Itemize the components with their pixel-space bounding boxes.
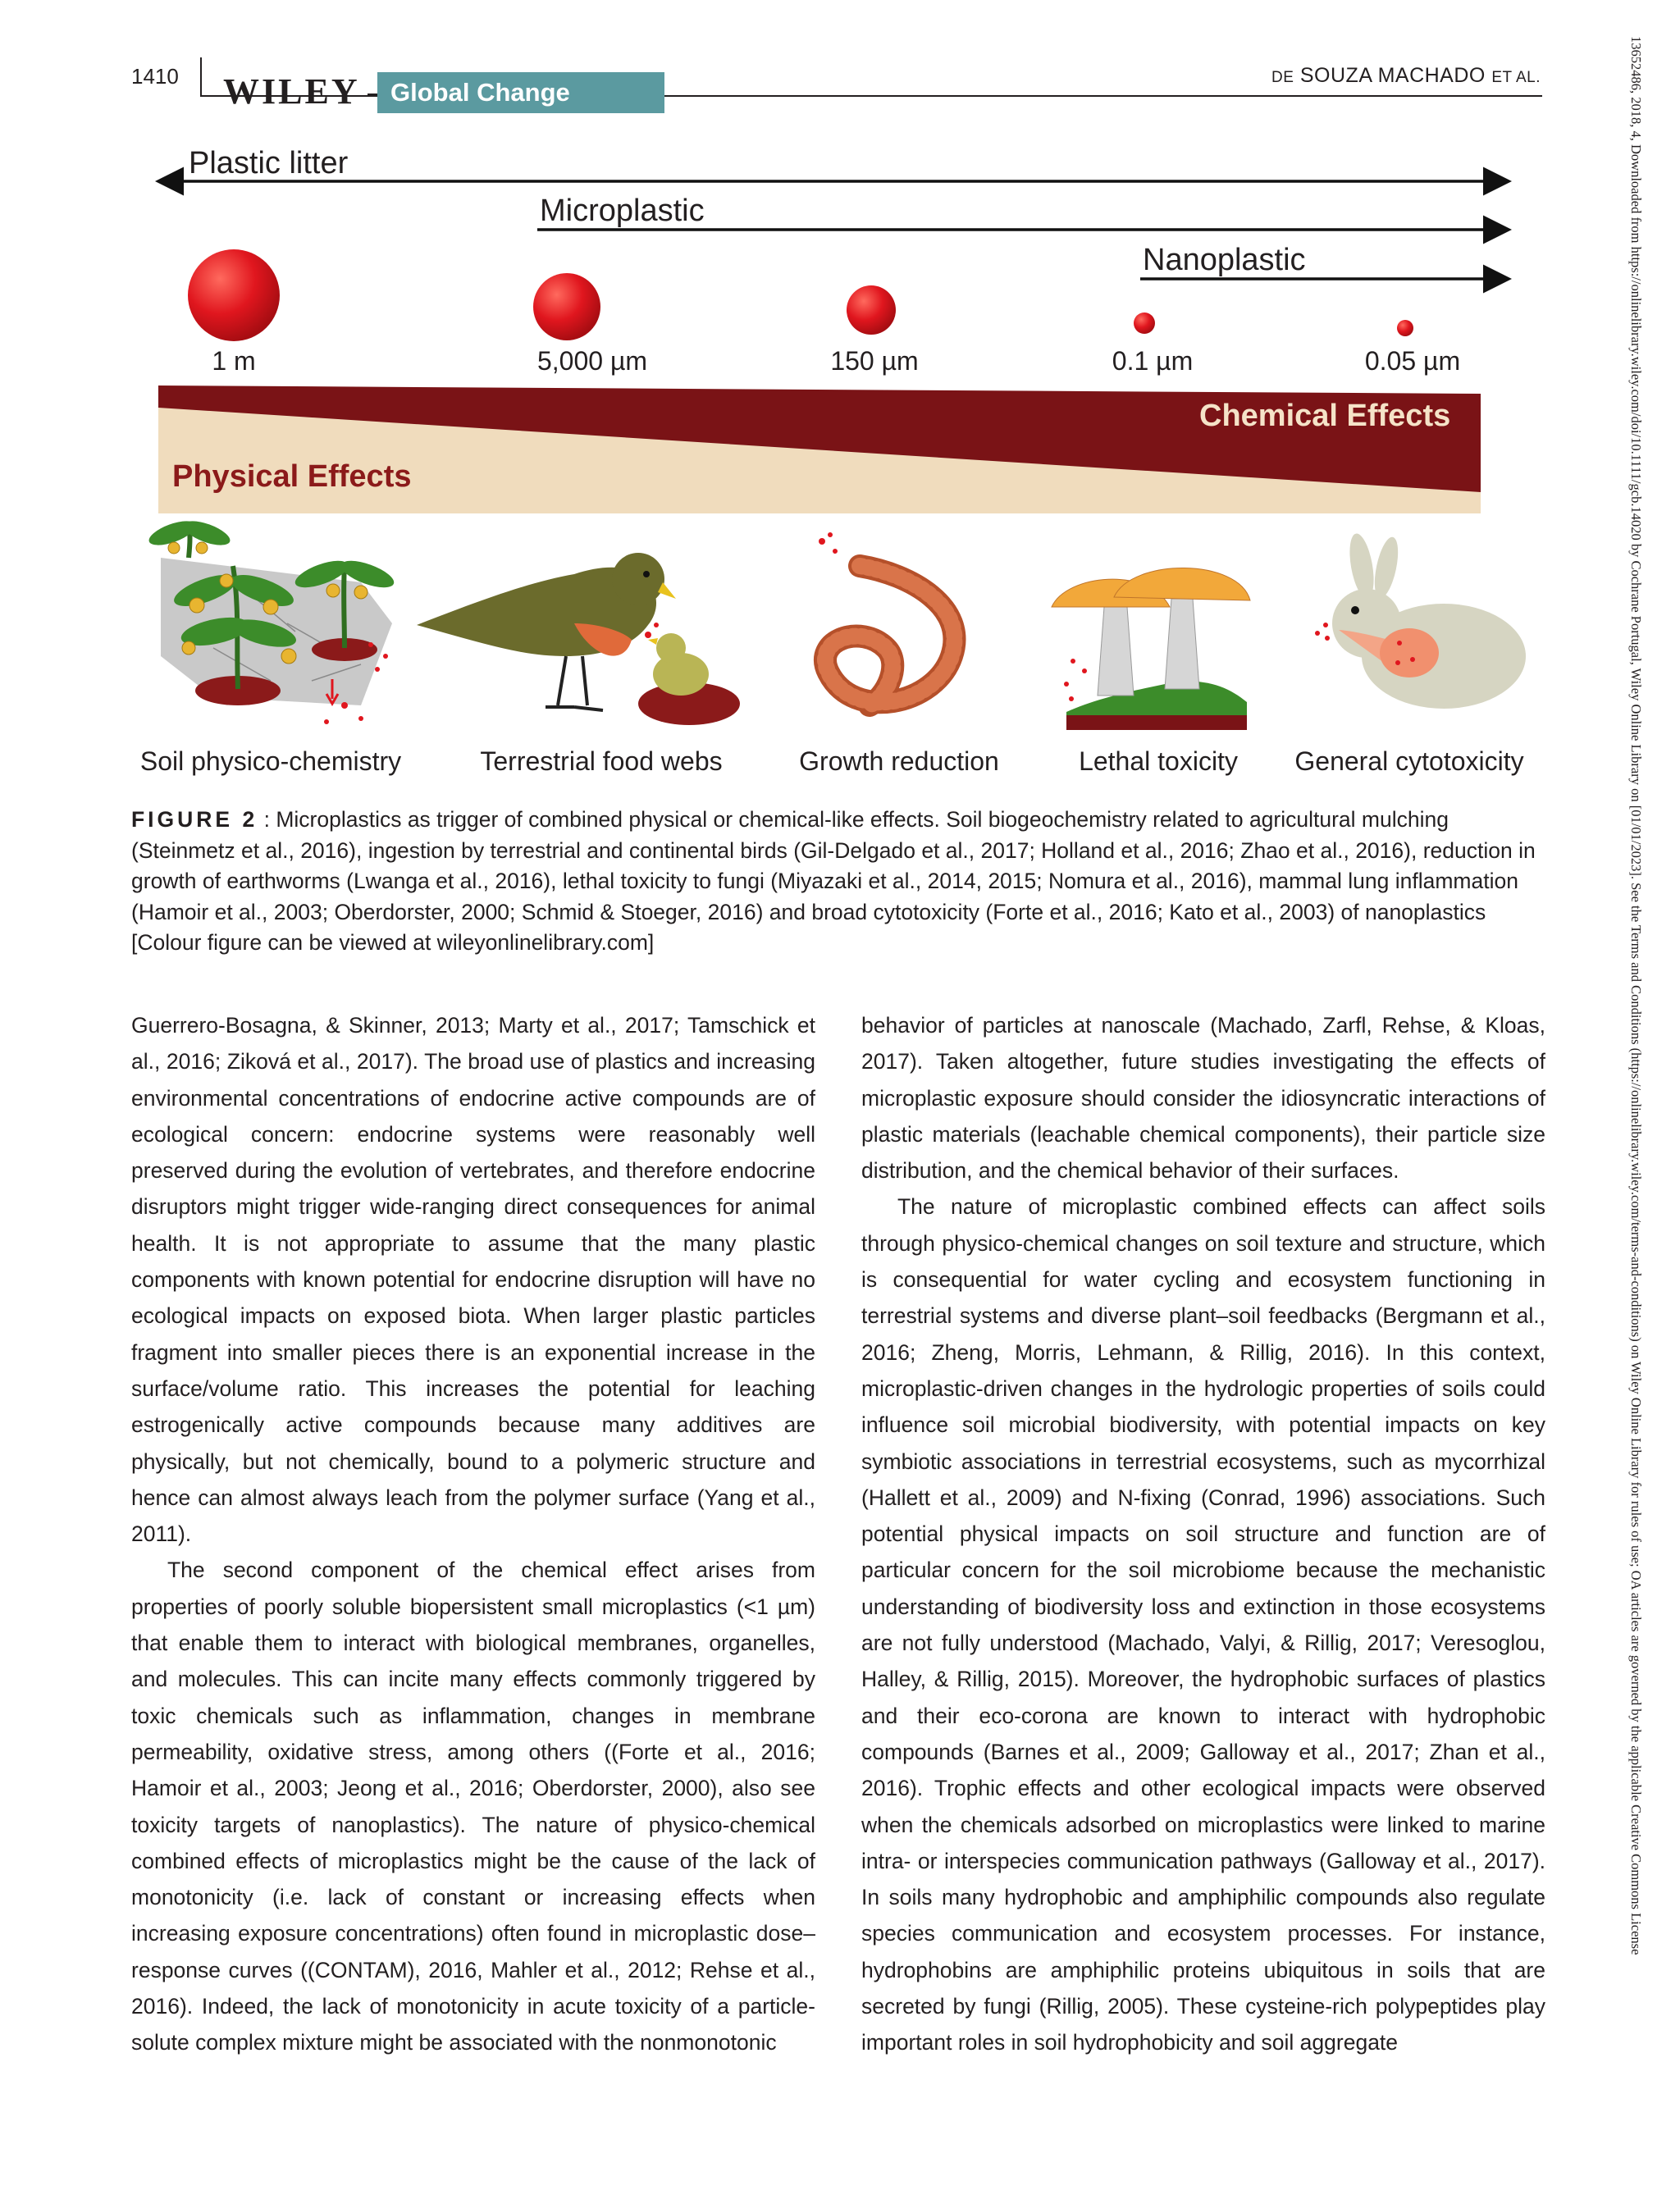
- figure-2: [0, 0, 1680, 787]
- range-label-microplastic: Microplastic: [540, 194, 705, 228]
- chemical-effects-label: Chemical Effects: [1199, 399, 1451, 433]
- sphere-0-05um: [1397, 320, 1413, 336]
- size-label-0-05um: 0.05 µm: [1364, 346, 1461, 376]
- panel-label-food-webs: Terrestrial food webs: [480, 746, 723, 776]
- mushroom-illustration: [1052, 568, 1250, 730]
- physical-effects-label: Physical Effects: [172, 459, 412, 494]
- body-column-right: [861, 1007, 1545, 2061]
- caption-label: FIGURE 2: [131, 807, 258, 832]
- running-head-main: SOUZA MACHADO: [1294, 64, 1492, 87]
- paragraph: The second component of the chemical effect arises from properties of poorly soluble biopersistent small microplastics (<1 µm) that enable them to interact with biological membranes, organelles, and molecules. This can incite many effects commonly triggered by toxic chemicals such as inflammation, changes in membrane permeability, oxidative stress, among others ((Forte et al., 2016; Hamoir et al., 2003; Jeong et al., 2016; Oberdorster, 2000), also see toxicity targets of nanoplastics). The nature of physico-chemical combined effects of microplastics might be the cause of the lack of monotonicity (i.e. lack of constant or increasing effects when increasing exposure concentrations) often found in microplastic dose–response curves ((CONTAM), 2016, Mahler et al., 2012; Rehse et al., 2016). Indeed, the lack of monotonicity in acute toxicity of a particle-solute complex mixture might be associated with the nonmonotonic: [131, 1558, 815, 2055]
- panel-label-lethal: Lethal toxicity: [1079, 746, 1238, 776]
- download-side-note: 13652486, 2018, 4, Downloaded from https://onlinelibrary.wiley.com/doi/10.1111/gcb.14020 by Cochrane Portugal, Wiley Online Library on [01/01/2023]. See the Terms and Conditions (https://onlinelibrary.wiley.com/terms-and-conditions) on Wiley Online Library for rules of use; OA articles are governed by the applicable Creative Commons License: [1628, 36, 1644, 1955]
- range-label-plastic-litter: Plastic litter: [189, 146, 349, 180]
- size-label-0-1um: 0.1 µm: [1112, 346, 1194, 376]
- running-head-suffix: ET AL.: [1491, 69, 1541, 86]
- size-label-5000um: 5,000 µm: [536, 346, 648, 376]
- sphere-1m: [188, 249, 280, 341]
- panel-label-cytotoxicity: General cytotoxicity: [1294, 746, 1524, 776]
- sphere-5000um: [533, 273, 600, 340]
- range-label-nanoplastic: Nanoplastic: [1143, 243, 1306, 277]
- panel-label-soil: Soil physico-chemistry: [139, 746, 402, 776]
- size-label-150um: 150 µm: [830, 346, 919, 376]
- paragraph: behavior of particles at nanoscale (Machado, Zarfl, Rehse, & Kloas, 2017). Taken altogether, future studies investigating the effects of microplastic exposure should consider the idiosyncratic interactions of plastic materials (leachable chemical components), their particle size distribution, and the chemical behavior of their surfaces.: [861, 1013, 1545, 1184]
- soil-plants-illustration: [146, 516, 397, 724]
- earthworm-illustration: [819, 532, 954, 705]
- journal-badge: Global Change Biology: [377, 72, 664, 113]
- panel-label-growth: Growth reduction: [799, 746, 999, 776]
- sphere-0-1um: [1134, 312, 1155, 334]
- running-head-prefix: DE: [1271, 69, 1294, 86]
- body-column-left: [131, 1007, 815, 2061]
- caption-text: : Microplastics as trigger of combined physical or chemical-like effects. Soil biogeochemistry related to agricultural mulching (Steinmetz et al., 2016), ingestion by terrestrial and continental birds (Gil-Delgado et al., 2017; Holland et al., 2016; Zhao et al., 2016), reduction in growth of earthworms (Lwanga et al., 2016), lethal toxicity to fungi (Miyazaki et al., 2014, 2015; Nomura et al., 2016), mammal lung inflammation (Hamoir et al., 2003; Oberdorster, 2000; Schmid & Stoeger, 2016) and broad cytotoxicity (Forte et al., 2016; Kato et al., 2003) of nanoplastics [Colour figure can be viewed at wileyonlinelibrary.com]: [131, 807, 1536, 955]
- page-number: 1410: [131, 64, 179, 89]
- size-label-1m: 1 m: [212, 346, 256, 376]
- figure-graphic: [0, 0, 1680, 787]
- paragraph: Guerrero-Bosagna, & Skinner, 2013; Marty et al., 2017; Tamschick et al., 2016; Ziková et al., 2017). The broad use of plastics and increasing environmental concentrations of endocrine active compounds are of ecological concern: endocrine systems were reasonably well preserved during the evolution of vertebrates, and therefore endocrine disruptors might trigger wide-ranging direct consequences for animal health. It is not appropriate to assume that the many plastic components with known potential for endocrine disruption will have no ecological impacts on exposed biota. When larger plastic particles fragment into smaller pieces there is an exponential increase in the surface/volume ratio. This increases the potential for leaching estrogenically active compounds because many additives are physically, but not chemically, bound to a polymeric structure and hence can almost always leach from the polymer surface (Yang et al., 2011).: [131, 1013, 815, 1547]
- rabbit-illustration: [1315, 531, 1526, 709]
- bird-illustration: [417, 553, 740, 725]
- paragraph: The nature of microplastic combined effects can affect soils through physico-chemical changes on soil texture and structure, which is consequential for water cycling and ecosystem functioning in terrestrial systems and diverse plant–soil feedbacks (Bergmann et al., 2016; Zheng, Morris, Lehmann, & Rillig, 2016). In this context, microplastic-driven changes in the hydrologic properties of soils could influence soil microbial biodiversity, with potential impacts on key symbiotic associations in terrestrial ecosystems, such as mycorrhizal (Hallett et al., 2009) and N-fixing (Conrad, 1996) associations. Such potential physical impacts on soil structure and function are of particular concern for the soil microbiome because the mechanistic understanding of biodiversity loss and extinction in those ecosystems are not fully understood (Machado, Valyi, & Rillig, 2017; Veresoglou, Halley, & Rillig, 2015). Moreover, the hydrophobic surfaces of plastics and their eco-corona are known to interact with hydrophobic compounds (Barnes et al., 2009; Galloway et al., 2017; Zhan et al., 2016). Trophic effects and other ecological impacts were observed when the chemicals adsorbed on microplastics were linked to marine intra- or interspecies communication pathways (Galloway et al., 2017). In soils many hydrophobic and amphiphilic compounds also regulate species communication and ecosystem processes. For instance, hydrophobins are amphiphilic proteins ubiquitous in soils that are secreted by fungi (Rillig, 2005). These cysteine-rich polypeptides play important roles in soil hydrophobicity and soil aggregate: [861, 1194, 1545, 2055]
- figure-caption: [131, 805, 1544, 959]
- sphere-150um: [847, 285, 896, 335]
- publisher-logo: WILEY: [223, 71, 360, 112]
